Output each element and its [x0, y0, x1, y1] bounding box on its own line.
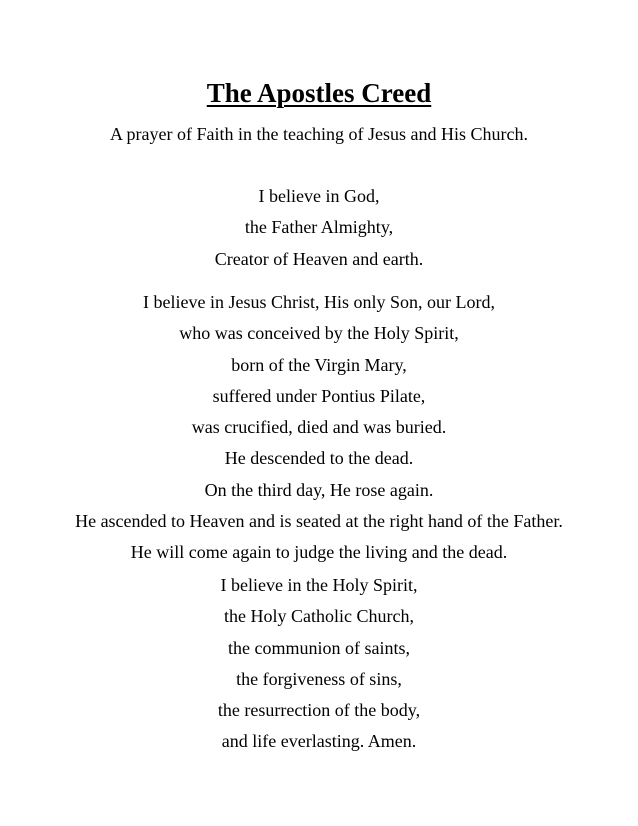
creed-line: I believe in Jesus Christ, His only Son, our Lord, — [143, 292, 495, 312]
creed-line: who was conceived by the Holy Spirit, — [179, 323, 459, 344]
stanza-belief-in-holy-spirit — [0, 573, 638, 761]
creed-line: the Holy Catholic Church, — [224, 606, 414, 627]
creed-line: suffered under Pontius Pilate, — [212, 385, 426, 406]
creed-line: born of the Virgin Mary, — [231, 354, 407, 375]
creed-line: was crucified, died and was buried. — [191, 417, 447, 438]
creed-line: He ascended to Heaven and is seated at the right hand of the Father. — [75, 511, 563, 532]
creed-line: On the third day, He rose again. — [204, 479, 434, 500]
creed-line: the forgiveness of sins, — [236, 668, 402, 689]
document-title: The Apostles Creed — [206, 78, 432, 108]
creed-line: Creator of Heaven and earth. — [214, 248, 424, 269]
stanza-belief-in-god — [0, 184, 638, 278]
creed-line: I believe in God, — [258, 186, 380, 206]
creed-line: He descended to the dead. — [224, 448, 414, 469]
stanza-belief-in-jesus — [0, 290, 638, 572]
creed-line: the Father Almighty, — [244, 217, 394, 238]
creed-line: He will come again to judge the living and the dead. — [130, 542, 508, 563]
creed-line: the communion of saints, — [228, 637, 410, 658]
creed-line: I believe in the Holy Spirit, — [220, 575, 418, 595]
creed-line: the resurrection of the body, — [217, 700, 421, 721]
document-subtitle: A prayer of Faith in the teaching of Jesus and His Church. — [110, 124, 528, 144]
creed-line: and life everlasting. Amen. — [221, 731, 417, 752]
